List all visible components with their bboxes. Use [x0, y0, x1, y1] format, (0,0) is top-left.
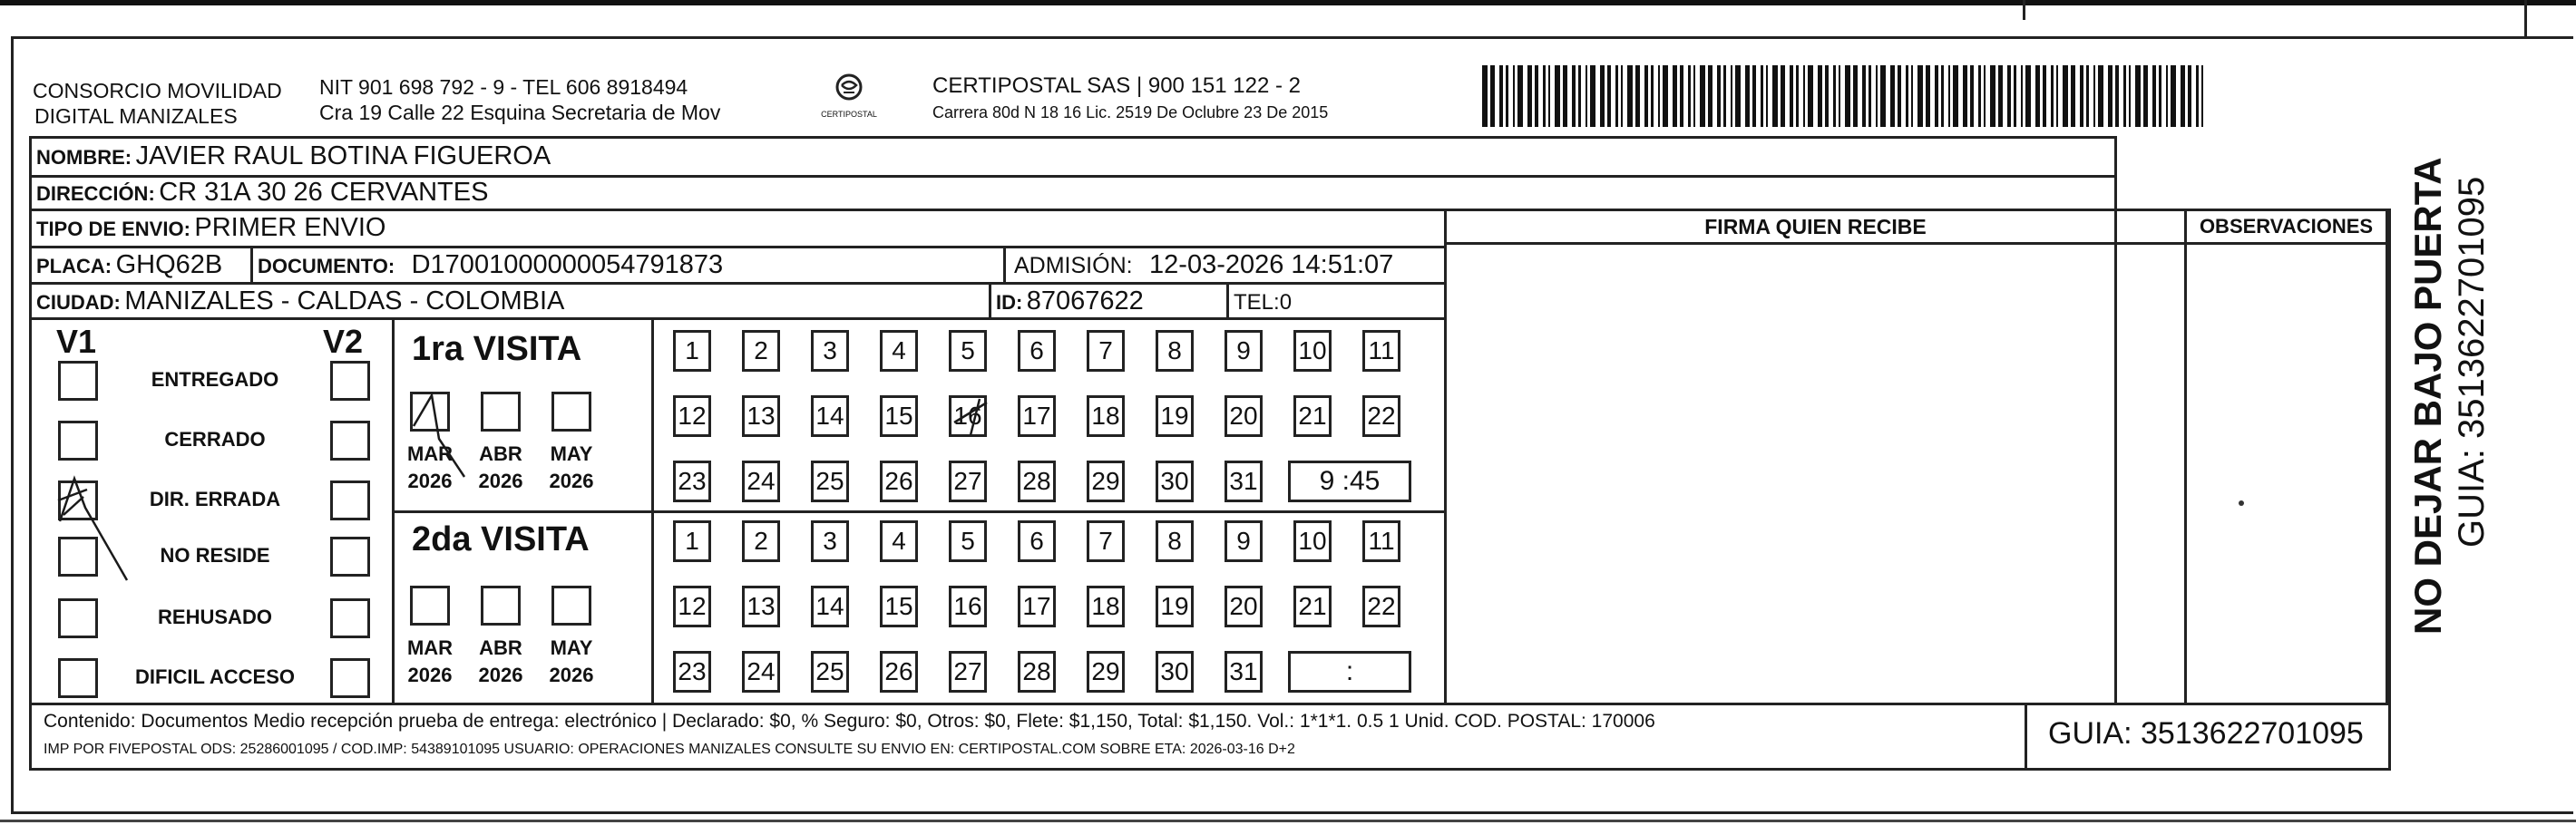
day-box[interactable]: 5	[949, 520, 987, 562]
day-box[interactable]: 19	[1156, 395, 1194, 437]
day-box[interactable]: 31	[1225, 461, 1263, 502]
day-box[interactable]: 24	[742, 461, 780, 502]
day-box[interactable]: 12	[673, 395, 711, 437]
status-option-label: CERRADO	[164, 428, 266, 451]
day-box[interactable]: 24	[742, 651, 780, 693]
day-box[interactable]: 14	[811, 395, 849, 437]
id-label: ID:	[996, 291, 1023, 314]
v1-header: V1	[56, 323, 97, 360]
day-box[interactable]: 10	[1293, 520, 1332, 562]
month-year: 2026	[407, 664, 453, 686]
day-box[interactable]: 9	[1225, 330, 1263, 372]
day-box[interactable]: 20	[1225, 586, 1263, 627]
observaciones-header: OBSERVACIONES	[2199, 215, 2374, 238]
day-box[interactable]: 20	[1225, 395, 1263, 437]
day-box[interactable]: 30	[1156, 651, 1194, 693]
company-contact: NIT 901 698 792 - 9 - TEL 606 8918494 Cra 19 Calle 22 Esquina Secretaria de Mov	[319, 75, 721, 124]
ciudad-value: MANIZALES - CALDAS - COLOMBIA	[124, 286, 565, 315]
footer-contenido: Contenido: Documentos Medio recepción prueba de entrega: electrónico | Declarado: $0, % Seguro: $0, Otros: $0, Flete: $1,150, Total: $1,150. Vol.: 1*1*1. 0.5 1 Unid. COD. POSTAL: 170006	[44, 711, 1655, 732]
day-box[interactable]: 8	[1156, 330, 1194, 372]
day-box[interactable]: 18	[1087, 586, 1125, 627]
day-box[interactable]: 28	[1018, 651, 1056, 693]
day-box[interactable]: 27	[949, 651, 987, 693]
status-option-label: REHUSADO	[158, 606, 272, 628]
direccion-label: DIRECCIÓN:	[36, 182, 155, 205]
footer-imp: IMP POR FIVEPOSTAL ODS: 25286001095 / COD.IMP: 54389101095 USUARIO: OPERACIONES MANIZALES CONSULTE SU ENVIO EN: CERTIPOSTAL.COM SOBRE ETA: 2026-03-16 D+2	[44, 742, 1295, 757]
placa-label: PLACA:	[36, 255, 112, 277]
month-year: 2026	[478, 664, 523, 686]
day-box[interactable]: 14	[811, 586, 849, 627]
day-box[interactable]: 19	[1156, 586, 1194, 627]
id-value: 87067622	[1026, 286, 1144, 315]
documento-label: DOCUMENTO:	[258, 255, 395, 277]
visit-time-field[interactable]: :	[1288, 651, 1411, 693]
month-year: 2026	[549, 664, 594, 686]
firma-header: FIRMA QUIEN RECIBE	[1704, 215, 1927, 238]
col-line	[2025, 705, 2027, 771]
day-box[interactable]: 26	[880, 461, 918, 502]
day-box[interactable]: 8	[1156, 520, 1194, 562]
day-box[interactable]: 29	[1087, 461, 1125, 502]
day-box[interactable]: 1	[673, 330, 711, 372]
day-box[interactable]: 25	[811, 461, 849, 502]
month-year: 2026	[478, 470, 523, 492]
status-option-label: DIFICIL ACCESO	[134, 665, 295, 688]
month-year: 2026	[549, 470, 594, 492]
day-box[interactable]: 13	[742, 586, 780, 627]
day-box[interactable]: 30	[1156, 461, 1194, 502]
side-guia: GUIA: 3513622701095	[2452, 176, 2492, 548]
day-box[interactable]: 28	[1018, 461, 1056, 502]
tipo-envio-value: PRIMER ENVIO	[194, 213, 386, 242]
day-box[interactable]: 27	[949, 461, 987, 502]
day-box[interactable]: 17	[1018, 586, 1056, 627]
courier-info: CERTIPOSTAL SAS | 900 151 122 - 2 Carrera 80d N 18 16 Lic. 2519 De Oclubre 23 De 2015	[932, 73, 1329, 121]
status-option-label: ENTREGADO	[151, 368, 279, 391]
day-box[interactable]: 4	[880, 520, 918, 562]
day-box[interactable]: 23	[673, 651, 711, 693]
day-box[interactable]: 29	[1087, 651, 1125, 693]
day-box[interactable]: 1	[673, 520, 711, 562]
day-box[interactable]: 16	[949, 395, 987, 437]
day-box[interactable]: 5	[949, 330, 987, 372]
status-option-label: DIR. ERRADA	[149, 488, 281, 510]
day-box[interactable]: 10	[1293, 330, 1332, 372]
day-box[interactable]: 4	[880, 330, 918, 372]
month-name: ABR	[479, 636, 522, 659]
day-box[interactable]: 11	[1362, 330, 1400, 372]
tel-label: TEL:	[1234, 290, 1280, 315]
certipostal-logo: CERTIPOSTAL	[813, 73, 885, 125]
documento-value: D17001000000054791873	[411, 250, 724, 279]
tipo-envio-label: TIPO DE ENVIO:	[36, 218, 190, 240]
visit-2-title: 2da VISITA	[412, 520, 590, 558]
day-box[interactable]: 17	[1018, 395, 1056, 437]
day-box[interactable]: 15	[880, 395, 918, 437]
v2-header: V2	[323, 323, 364, 360]
day-box[interactable]: 6	[1018, 520, 1056, 562]
placa-value: GHQ62B	[115, 250, 223, 279]
direccion-value: CR 31A 30 26 CERVANTES	[159, 178, 489, 207]
day-box[interactable]: 2	[742, 330, 780, 372]
company-name: CONSORCIO MOVILIDAD DIGITAL MANIZALES	[33, 79, 282, 128]
day-box[interactable]: 2	[742, 520, 780, 562]
day-box[interactable]: 31	[1225, 651, 1263, 693]
day-box[interactable]: 3	[811, 330, 849, 372]
day-box[interactable]: 12	[673, 586, 711, 627]
day-box[interactable]: 21	[1293, 395, 1332, 437]
day-box[interactable]: 9	[1225, 520, 1263, 562]
day-box[interactable]: 3	[811, 520, 849, 562]
day-box[interactable]: 22	[1362, 586, 1400, 627]
ciudad-label: CIUDAD:	[36, 291, 121, 314]
side-warning: NO DEJAR BAJO PUERTA	[2406, 157, 2449, 635]
month-name: MAR	[406, 442, 454, 465]
day-box[interactable]: 7	[1087, 520, 1125, 562]
side-text	[2405, 0, 2505, 635]
day-box[interactable]: 23	[673, 461, 711, 502]
month-name: MAY	[550, 442, 593, 465]
month-name: MAR	[406, 636, 454, 659]
day-box[interactable]: 6	[1018, 330, 1056, 372]
day-box[interactable]: 7	[1087, 330, 1125, 372]
day-box[interactable]: 15	[880, 586, 918, 627]
tel-value: 0	[1279, 290, 1293, 315]
month-year: 2026	[407, 470, 453, 492]
day-box[interactable]: 25	[811, 651, 849, 693]
day-box[interactable]: 18	[1087, 395, 1125, 437]
nombre-label: NOMBRE:	[36, 146, 132, 169]
day-box[interactable]: 13	[742, 395, 780, 437]
footer-guia: GUIA: 3513622701095	[2048, 716, 2364, 751]
day-box[interactable]: 21	[1293, 586, 1332, 627]
nombre-value: JAVIER RAUL BOTINA FIGUEROA	[135, 141, 551, 170]
day-box[interactable]: 26	[880, 651, 918, 693]
day-box[interactable]: 22	[1362, 395, 1400, 437]
admision-label: ADMISIÓN:	[1014, 253, 1133, 278]
month-name: MAY	[550, 636, 593, 659]
visit-1-title: 1ra VISITA	[412, 330, 582, 368]
month-name: ABR	[479, 442, 522, 465]
admision-value: 12-03-2026 14:51:07	[1149, 250, 1394, 279]
day-box[interactable]: 11	[1362, 520, 1400, 562]
day-box[interactable]: 16	[949, 586, 987, 627]
status-option-label: NO RESIDE	[160, 544, 270, 567]
visit-time-field[interactable]: 9 :45	[1288, 461, 1411, 502]
